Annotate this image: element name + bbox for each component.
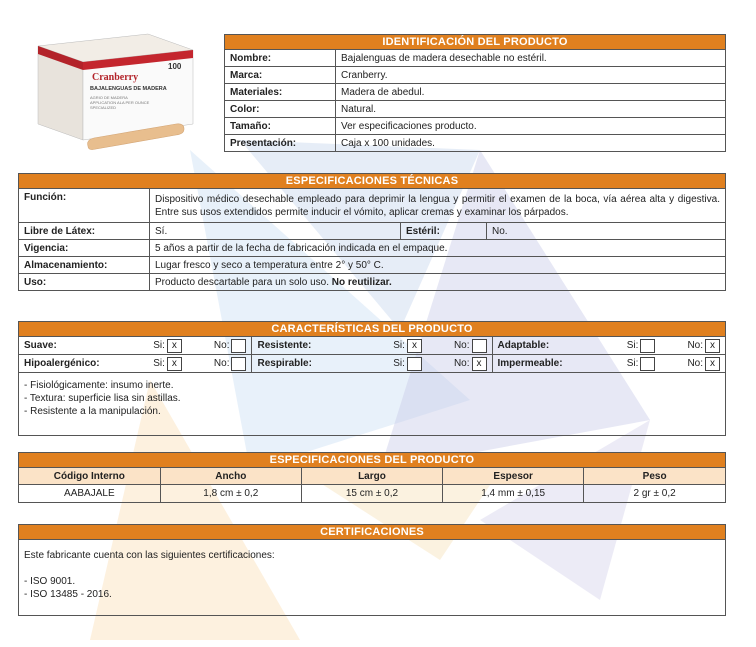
box-sub1: AGRIO DE MADERA	[90, 95, 128, 100]
certificaciones-intro: Este fabricante cuenta con las siguientes certificaciones:	[24, 550, 275, 561]
uso-bold: No reutilizar.	[331, 276, 392, 288]
table-row	[19, 355, 725, 373]
box-count: 100	[168, 62, 182, 71]
checkbox-no[interactable]: x	[705, 357, 720, 371]
certificaciones-body	[19, 540, 725, 601]
val-largo: 15 cm ± 0,2	[301, 485, 442, 503]
certificaciones-section	[18, 524, 726, 616]
identificacion-title: IDENTIFICACIÓN DEL PRODUCTO	[225, 35, 725, 50]
cert-item: - ISO 9001.	[24, 576, 76, 587]
tamano-label: Tamaño:	[225, 118, 336, 135]
box-sub2: APPLICATION ALA PER OUNCE	[90, 100, 150, 105]
char-adaptable	[492, 337, 725, 355]
si-label: Si:	[393, 340, 405, 351]
col-largo: Largo	[301, 468, 442, 485]
char-name: Respirable:	[257, 358, 312, 369]
note-item: - Fisiológicamente: insumo inerte.	[24, 380, 174, 391]
char-name: Adaptable:	[497, 340, 550, 351]
table-row	[19, 274, 725, 291]
almacenamiento-value: Lugar fresco y seco a temperatura entre 2° y 50° C.	[150, 257, 726, 274]
no-label: No:	[687, 340, 703, 351]
uso-value	[150, 274, 726, 291]
note-item: - Textura: superficie lisa sin astillas.	[24, 393, 181, 404]
val-espesor: 1,4 mm ± 0,15	[443, 485, 584, 503]
especificaciones-producto-section	[18, 452, 726, 503]
caracteristicas-title: CARACTERÍSTICAS DEL PRODUCTO	[19, 322, 725, 337]
caracteristicas-table	[19, 337, 725, 435]
col-peso: Peso	[584, 468, 725, 485]
table-row	[19, 485, 725, 503]
vigencia-value: 5 años a partir de la fecha de fabricación indicada en el empaque.	[150, 240, 726, 257]
uso-label: Uso:	[19, 274, 150, 291]
col-codigo: Código Interno	[19, 468, 160, 485]
esteril-label: Estéril:	[401, 223, 487, 240]
box-name: BAJALENGUAS DE MADERA	[90, 86, 167, 92]
product-image	[18, 28, 218, 158]
esteril-value: No.	[487, 223, 726, 240]
latex-value: Sí.	[150, 223, 401, 240]
checkbox-no[interactable]: x	[705, 339, 720, 353]
marca-label: Marca:	[225, 67, 336, 84]
marca-value: Cranberry.	[336, 67, 726, 84]
presentacion-label: Presentación:	[225, 135, 336, 152]
table-row	[19, 223, 725, 240]
char-impermeable	[492, 355, 725, 373]
latex-label: Libre de Látex:	[19, 223, 150, 240]
especificaciones-producto-table	[19, 468, 725, 502]
caracteristicas-notes	[19, 373, 725, 436]
checkbox-si[interactable]: x	[167, 339, 182, 353]
char-hipoalergenico	[19, 355, 252, 373]
table-row	[19, 189, 725, 223]
funcion-value: Dispositivo médico desechable empleado para deprimir la lengua y permitir el examen de la boca, vía aérea alta y digestiva. Entre sus usos extendidos permite inducir el vómito, aplicar cremas y examinar los párpados.	[150, 189, 726, 223]
identificacion-section	[224, 34, 726, 152]
table-row	[225, 135, 725, 152]
table-row	[225, 118, 725, 135]
char-respirable	[252, 355, 492, 373]
especificaciones-tecnicas-section	[18, 173, 726, 291]
checkbox-no[interactable]	[472, 339, 487, 353]
materiales-value: Madera de abedul.	[336, 84, 726, 101]
especificaciones-producto-title: ESPECIFICACIONES DEL PRODUCTO	[19, 453, 725, 468]
table-row	[19, 240, 725, 257]
checkbox-si[interactable]: x	[167, 357, 182, 371]
col-ancho: Ancho	[160, 468, 301, 485]
si-label: Si:	[626, 340, 639, 351]
especificaciones-tecnicas-table	[19, 189, 725, 290]
si-label: Si:	[153, 340, 165, 351]
almacenamiento-label: Almacenamiento:	[19, 257, 150, 274]
presentacion-value: Caja x 100 unidades.	[336, 135, 726, 152]
cert-item: - ISO 13485 - 2016.	[24, 589, 112, 600]
no-label: No:	[453, 340, 470, 351]
materiales-label: Materiales:	[225, 84, 336, 101]
si-label: Si:	[153, 358, 165, 369]
table-row	[19, 337, 725, 355]
char-name: Suave:	[24, 340, 57, 351]
note-item: - Resistente a la manipulación.	[24, 406, 161, 417]
checkbox-no[interactable]: x	[472, 357, 487, 371]
vigencia-label: Vigencia:	[19, 240, 150, 257]
certificaciones-title: CERTIFICACIONES	[19, 525, 725, 540]
funcion-label: Función:	[19, 189, 150, 223]
nombre-label: Nombre:	[225, 50, 336, 67]
table-header-row	[19, 468, 725, 485]
table-row	[225, 67, 725, 84]
especificaciones-tecnicas-title: ESPECIFICACIONES TÉCNICAS	[19, 174, 725, 189]
color-value: Natural.	[336, 101, 726, 118]
caracteristicas-section	[18, 321, 726, 436]
val-ancho: 1,8 cm ± 0,2	[160, 485, 301, 503]
box-sub3: SPECIALIZED	[90, 105, 117, 110]
checkbox-no[interactable]	[231, 339, 246, 353]
char-name: Impermeable:	[497, 358, 563, 369]
char-name: Hipoalergénico:	[24, 358, 100, 369]
checkbox-no[interactable]	[231, 357, 246, 371]
box-brand: Cranberry	[92, 72, 139, 83]
checkbox-si[interactable]: x	[407, 339, 422, 353]
checkbox-si[interactable]	[407, 357, 422, 371]
color-label: Color:	[225, 101, 336, 118]
nombre-value: Bajalenguas de madera desechable no estéril.	[336, 50, 726, 67]
val-codigo: AABAJALE	[19, 485, 160, 503]
table-row	[225, 50, 725, 67]
char-suave	[19, 337, 252, 355]
checkbox-si[interactable]	[640, 357, 655, 371]
no-label: No:	[687, 358, 703, 369]
val-peso: 2 gr ± 0,2	[584, 485, 725, 503]
table-row	[225, 84, 725, 101]
no-label: No:	[213, 358, 230, 369]
si-label: Si:	[626, 358, 639, 369]
char-resistente	[252, 337, 492, 355]
checkbox-si[interactable]	[640, 339, 655, 353]
tamano-value: Ver especificaciones producto.	[336, 118, 726, 135]
no-label: No:	[453, 358, 470, 369]
table-row	[225, 101, 725, 118]
table-row	[19, 373, 725, 436]
char-name: Resistente:	[257, 340, 312, 351]
identificacion-table	[225, 50, 725, 151]
table-row	[19, 257, 725, 274]
si-label: Si:	[393, 358, 405, 369]
no-label: No:	[213, 340, 230, 351]
col-espesor: Espesor	[443, 468, 584, 485]
uso-text: Producto descartable para un solo uso.	[155, 276, 329, 288]
